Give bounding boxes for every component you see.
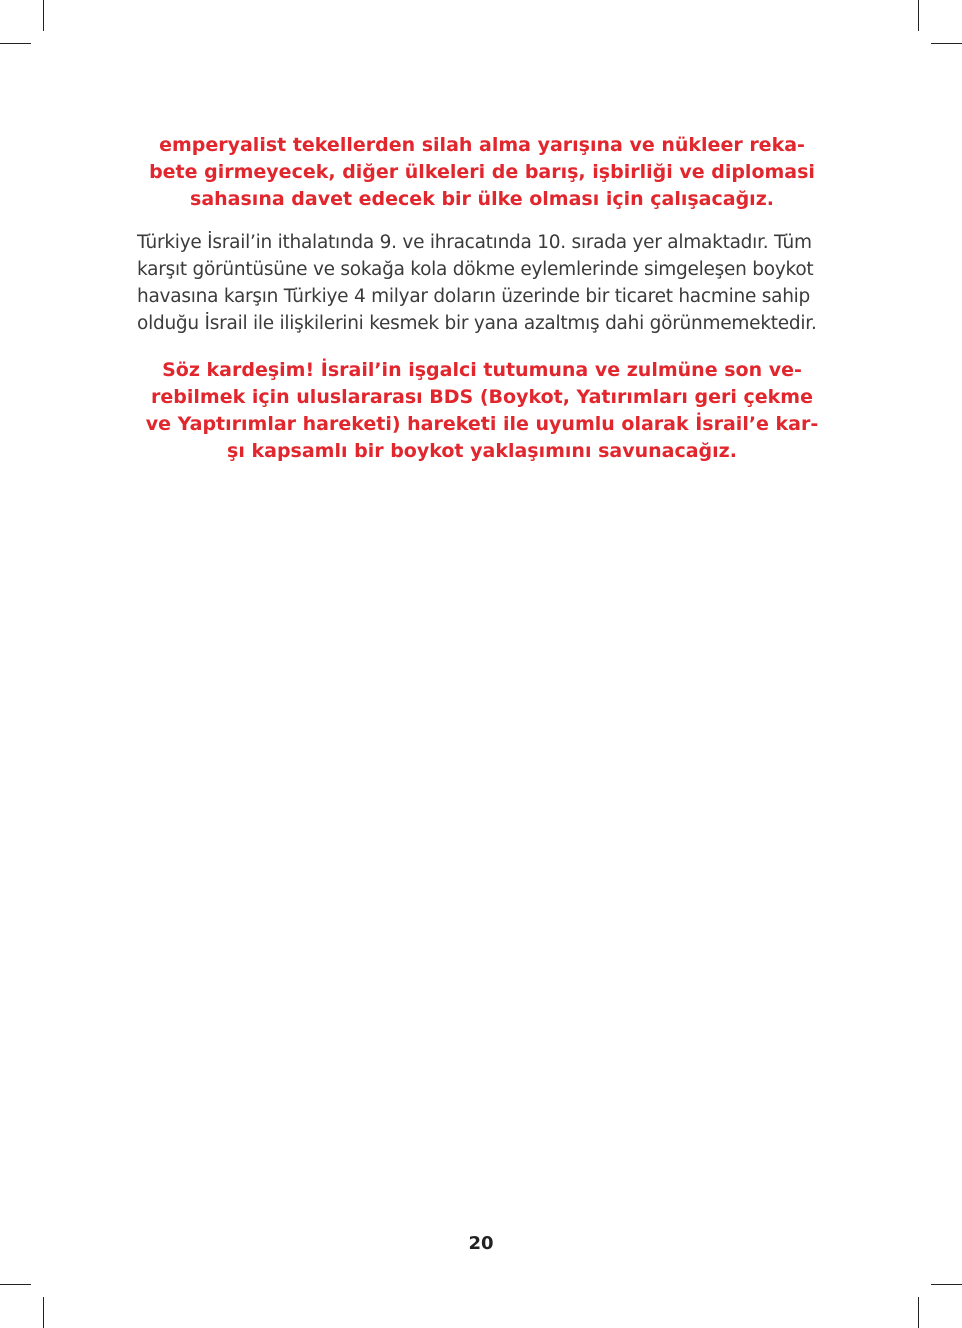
crop-mark-bottom-left-vertical	[43, 1297, 44, 1328]
paragraph-line: karşıt görüntüsüne ve sokağa kola dökme eylemlerinde simgeleşen boykot	[137, 259, 814, 280]
paragraph-line: Türkiye İsrail’in ithalatında 9. ve ihracatında 10. sırada yer almaktadır. Tüm	[137, 232, 812, 253]
crop-mark-bottom-right-vertical	[918, 1297, 919, 1328]
pledge-bds-boycott	[137, 357, 827, 465]
paragraph-line: havasına karşın Türkiye 4 milyar doların üzerinde bir ticaret hacmine sahip	[137, 286, 811, 307]
pledge-2-line: şı kapsamlı bir boykot yaklaşımını savunacağız.	[227, 440, 737, 462]
crop-mark-bottom-left-horizontal	[0, 1284, 31, 1285]
pledge-1-line: sahasına davet edecek bir ülke olması için çalışacağız.	[190, 188, 774, 210]
page-number: 20	[468, 1233, 494, 1254]
paragraph-line: olduğu İsrail ile ilişkilerini kesmek bir yana azaltmış dahi görünmemektedir.	[137, 313, 817, 334]
pledge-2-line: Söz kardeşim! İsrail’in işgalci tutumuna ve zulmüne son ve-	[162, 359, 802, 381]
crop-mark-top-right-horizontal	[931, 43, 962, 44]
pledge-arms-diplomacy	[137, 132, 827, 213]
page-content	[137, 132, 827, 465]
crop-mark-top-left-horizontal	[0, 43, 31, 44]
pledge-1-line: emperyalist tekellerden silah alma yarışına ve nükleer reka-	[159, 134, 805, 156]
crop-mark-top-left-vertical	[43, 0, 44, 31]
crop-mark-bottom-right-horizontal	[931, 1284, 962, 1285]
pledge-2-line: rebilmek için uluslararası BDS (Boykot, Yatırımları geri çekme	[151, 386, 813, 408]
pledge-1-line: bete girmeyecek, diğer ülkeleri de barış, işbirliği ve diplomasi	[149, 161, 815, 183]
israel-trade-paragraph	[137, 229, 827, 337]
pledge-2-line: ve Yaptırımlar hareketi) hareketi ile uyumlu olarak İsrail’e kar-	[145, 413, 819, 435]
crop-mark-top-right-vertical	[918, 0, 919, 31]
